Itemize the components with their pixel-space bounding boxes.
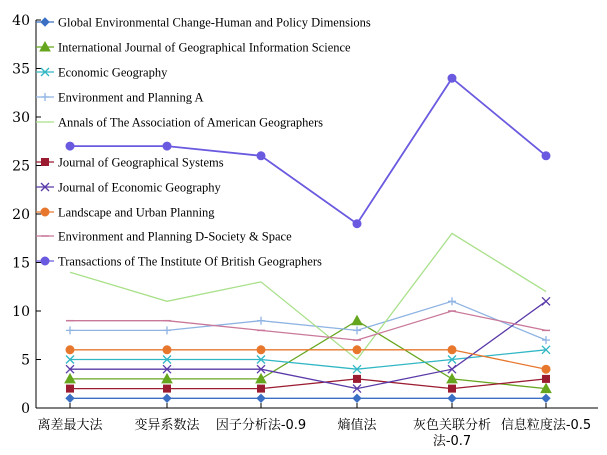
legend-entry	[36, 66, 168, 80]
y-tick-label: 20	[12, 207, 30, 223]
legend-label: Transactions of The Institute Of British Geographers	[58, 254, 322, 269]
x-tick-label: 熵值法	[337, 418, 377, 433]
data-point	[66, 394, 74, 402]
data-point	[542, 336, 550, 344]
legend-entry	[36, 41, 351, 55]
data-point	[257, 317, 265, 325]
legend-label: Global Environmental Change-Human and Policy Dimensions	[58, 15, 371, 30]
x-tick-label: 信息粒度法-0.5	[500, 418, 592, 433]
series-line	[70, 379, 546, 389]
legend-entry	[36, 116, 323, 130]
legend-label: Landscape and Urban Planning	[58, 205, 215, 220]
data-point	[42, 159, 49, 166]
y-tick-label: 0	[21, 401, 30, 417]
data-point	[353, 326, 361, 334]
data-point	[448, 394, 456, 402]
data-point	[163, 394, 171, 402]
series-5	[70, 233, 546, 359]
data-point	[448, 297, 456, 305]
legend-label: International Journal of Geographical Information Science	[58, 40, 351, 55]
data-point	[163, 326, 171, 334]
series-line	[70, 301, 546, 388]
y-tick-label: 40	[12, 13, 30, 29]
legend-entry	[36, 16, 371, 30]
x-tick-label: 变异系数法	[134, 418, 200, 433]
data-point	[41, 257, 49, 265]
data-point	[353, 220, 361, 228]
data-point	[257, 346, 265, 354]
data-point	[542, 365, 550, 373]
data-point	[41, 18, 49, 26]
data-point	[354, 375, 361, 382]
legend-entry	[36, 181, 222, 195]
y-tick-label: 30	[12, 110, 30, 126]
legend-entry	[36, 91, 203, 105]
data-point	[448, 346, 456, 354]
legend-entry	[36, 230, 292, 244]
data-point	[257, 394, 265, 402]
x-tick-label: 离差最大法	[37, 418, 103, 433]
data-point	[164, 385, 171, 392]
data-point	[353, 394, 361, 402]
data-point	[447, 374, 457, 383]
legend-entry	[36, 255, 322, 269]
series-2	[65, 316, 551, 393]
data-point	[449, 385, 456, 392]
data-point	[163, 142, 171, 150]
x-tick-label: 灰色关联分析	[412, 418, 492, 433]
data-point	[41, 208, 49, 216]
y-tick-label: 35	[12, 61, 30, 78]
data-point	[542, 152, 550, 160]
y-tick-label: 10	[12, 304, 30, 320]
legend-label: Environment and Planning D-Society & Space	[58, 229, 292, 244]
legend-label: Journal of Economic Geography	[58, 180, 221, 195]
series-line	[70, 233, 546, 359]
y-tick-label: 25	[12, 158, 30, 175]
series-1	[66, 394, 550, 402]
legend-label: Annals of The Association of American Geographers	[58, 115, 323, 130]
x-tick-label: 因子分析法-0.9	[215, 418, 307, 433]
data-point	[448, 74, 456, 82]
data-point	[542, 297, 550, 305]
data-point	[66, 346, 74, 354]
data-point	[543, 375, 550, 382]
data-point	[353, 346, 361, 354]
data-point	[163, 346, 171, 354]
series-6	[67, 375, 550, 392]
data-point	[352, 316, 362, 325]
data-point	[66, 142, 74, 150]
legend-entry	[36, 156, 224, 170]
data-point	[542, 394, 550, 402]
data-point	[257, 152, 265, 160]
data-point	[258, 385, 265, 392]
chart-legend	[36, 16, 371, 269]
y-tick-label: 15	[12, 255, 30, 272]
legend-entry	[36, 206, 215, 220]
legend-label: Journal of Geographical Systems	[58, 155, 224, 170]
data-point	[66, 326, 74, 334]
data-point	[41, 93, 49, 101]
legend-label: Environment and Planning A	[58, 90, 204, 105]
y-tick-label: 5	[21, 352, 30, 369]
x-tick-label: 法-0.7	[432, 434, 472, 449]
data-point	[67, 385, 74, 392]
legend-label: Economic Geography	[58, 65, 168, 80]
